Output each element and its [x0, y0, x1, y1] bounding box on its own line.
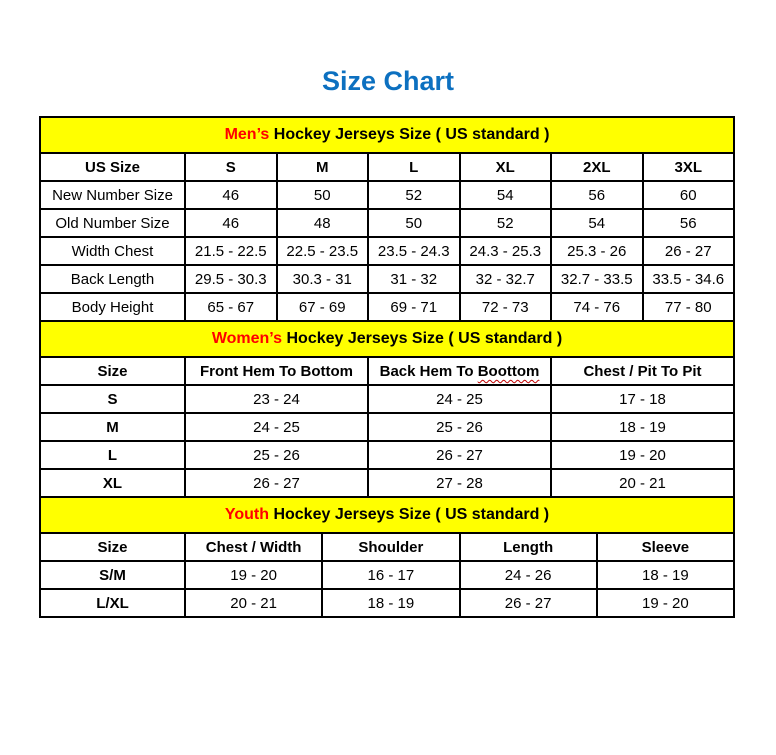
table-row	[40, 153, 734, 181]
size-value-cell: 26 - 27	[368, 441, 551, 469]
column-header: Sleeve	[597, 533, 734, 561]
mens-section-band	[40, 117, 734, 153]
size-value-cell: 18 - 19	[551, 413, 734, 441]
table-row	[40, 413, 734, 441]
row-label: L/XL	[40, 589, 185, 617]
column-header: Length	[460, 533, 597, 561]
row-label: Old Number Size	[40, 209, 185, 237]
size-value-cell: 48	[277, 209, 369, 237]
table-row	[40, 265, 734, 293]
size-value-cell: 23.5 - 24.3	[368, 237, 460, 265]
table-row	[40, 357, 734, 385]
section-title-label: Hockey Jerseys Size ( US standard )	[269, 506, 550, 524]
size-value-cell: 26 - 27	[460, 589, 597, 617]
column-header: S	[185, 153, 277, 181]
size-value-cell: 25 - 26	[185, 441, 368, 469]
section-category-label: Women’s	[211, 330, 283, 348]
row-label: M	[40, 413, 185, 441]
size-value-cell: 22.5 - 23.5	[277, 237, 369, 265]
size-value-cell: 46	[185, 209, 277, 237]
row-label: L	[40, 441, 185, 469]
column-header: 3XL	[643, 153, 735, 181]
table-row	[40, 237, 734, 265]
table-row	[40, 293, 734, 321]
size-value-cell: 20 - 21	[185, 589, 322, 617]
size-value-cell: 32 - 32.7	[460, 265, 552, 293]
size-value-cell: 18 - 19	[322, 589, 459, 617]
size-value-cell: 20 - 21	[551, 469, 734, 497]
table-row	[40, 321, 734, 357]
table-row	[40, 561, 734, 589]
size-value-cell: 25 - 26	[368, 413, 551, 441]
table-row	[40, 497, 734, 533]
size-value-cell: 16 - 17	[322, 561, 459, 589]
column-header: 2XL	[551, 153, 643, 181]
size-value-cell: 30.3 - 31	[277, 265, 369, 293]
size-value-cell: 27 - 28	[368, 469, 551, 497]
size-value-cell: 50	[277, 181, 369, 209]
size-value-cell: 24 - 25	[185, 413, 368, 441]
size-value-cell: 50	[368, 209, 460, 237]
size-value-cell: 54	[551, 209, 643, 237]
column-header: XL	[460, 153, 552, 181]
size-value-cell: 77 - 80	[643, 293, 735, 321]
size-value-cell: 72 - 73	[460, 293, 552, 321]
section-title-label: Hockey Jerseys Size ( US standard )	[269, 126, 550, 144]
size-value-cell: 60	[643, 181, 735, 209]
table-row	[40, 533, 734, 561]
column-header: M	[277, 153, 369, 181]
row-label: XL	[40, 469, 185, 497]
size-value-cell: 17 - 18	[551, 385, 734, 413]
size-value-cell: 18 - 19	[597, 561, 734, 589]
size-value-cell: 21.5 - 22.5	[185, 237, 277, 265]
size-value-cell: 31 - 32	[368, 265, 460, 293]
column-header: L	[368, 153, 460, 181]
table-row	[40, 385, 734, 413]
table-row	[40, 469, 734, 497]
row-label: S	[40, 385, 185, 413]
size-chart-container	[39, 116, 735, 618]
size-value-cell: 56	[643, 209, 735, 237]
mens-size-table	[39, 116, 735, 322]
size-value-cell: 24 - 26	[460, 561, 597, 589]
table-row	[40, 441, 734, 469]
size-value-cell: 67 - 69	[277, 293, 369, 321]
section-category-label: Youth	[224, 506, 269, 524]
misspelled-word: Boottom	[477, 362, 540, 380]
row-label: Back Length	[40, 265, 185, 293]
size-value-cell: 56	[551, 181, 643, 209]
size-value-cell: 26 - 27	[643, 237, 735, 265]
size-value-cell: 65 - 67	[185, 293, 277, 321]
column-header: Chest / Pit To Pit	[551, 357, 734, 385]
row-label: Width Chest	[40, 237, 185, 265]
table-row	[40, 209, 734, 237]
table-row	[40, 589, 734, 617]
size-value-cell: 33.5 - 34.6	[643, 265, 735, 293]
column-header: Shoulder	[322, 533, 459, 561]
size-value-cell: 54	[460, 181, 552, 209]
size-value-cell: 52	[368, 181, 460, 209]
size-value-cell: 24 - 25	[368, 385, 551, 413]
table-row	[40, 181, 734, 209]
size-value-cell: 29.5 - 30.3	[185, 265, 277, 293]
size-value-cell: 19 - 20	[551, 441, 734, 469]
page-title: Size Chart	[321, 66, 455, 96]
row-label: New Number Size	[40, 181, 185, 209]
size-value-cell: 74 - 76	[551, 293, 643, 321]
row-label: Body Height	[40, 293, 185, 321]
size-value-cell: 25.3 - 26	[551, 237, 643, 265]
column-header: Size	[40, 357, 185, 385]
size-value-cell: 26 - 27	[185, 469, 368, 497]
size-value-cell: 19 - 20	[185, 561, 322, 589]
size-value-cell: 23 - 24	[185, 385, 368, 413]
row-label: S/M	[40, 561, 185, 589]
column-header: Size	[40, 533, 185, 561]
size-value-cell: 24.3 - 25.3	[460, 237, 552, 265]
youth-section-band	[40, 497, 734, 533]
section-category-label: Men’s	[224, 126, 270, 144]
size-value-cell: 19 - 20	[597, 589, 734, 617]
column-header-text: Back Hem To	[379, 362, 478, 380]
column-header: Chest / Width	[185, 533, 322, 561]
size-value-cell: 69 - 71	[368, 293, 460, 321]
womens-size-table	[39, 320, 735, 498]
column-header: Front Hem To Bottom	[185, 357, 368, 385]
size-value-cell: 32.7 - 33.5	[551, 265, 643, 293]
column-header: US Size	[40, 153, 185, 181]
youth-size-table	[39, 496, 735, 618]
section-title-label: Hockey Jerseys Size ( US standard )	[282, 330, 563, 348]
size-value-cell: 46	[185, 181, 277, 209]
table-row	[40, 117, 734, 153]
size-value-cell: 52	[460, 209, 552, 237]
womens-section-band	[40, 321, 734, 357]
column-header-with-misspelling	[368, 357, 551, 385]
